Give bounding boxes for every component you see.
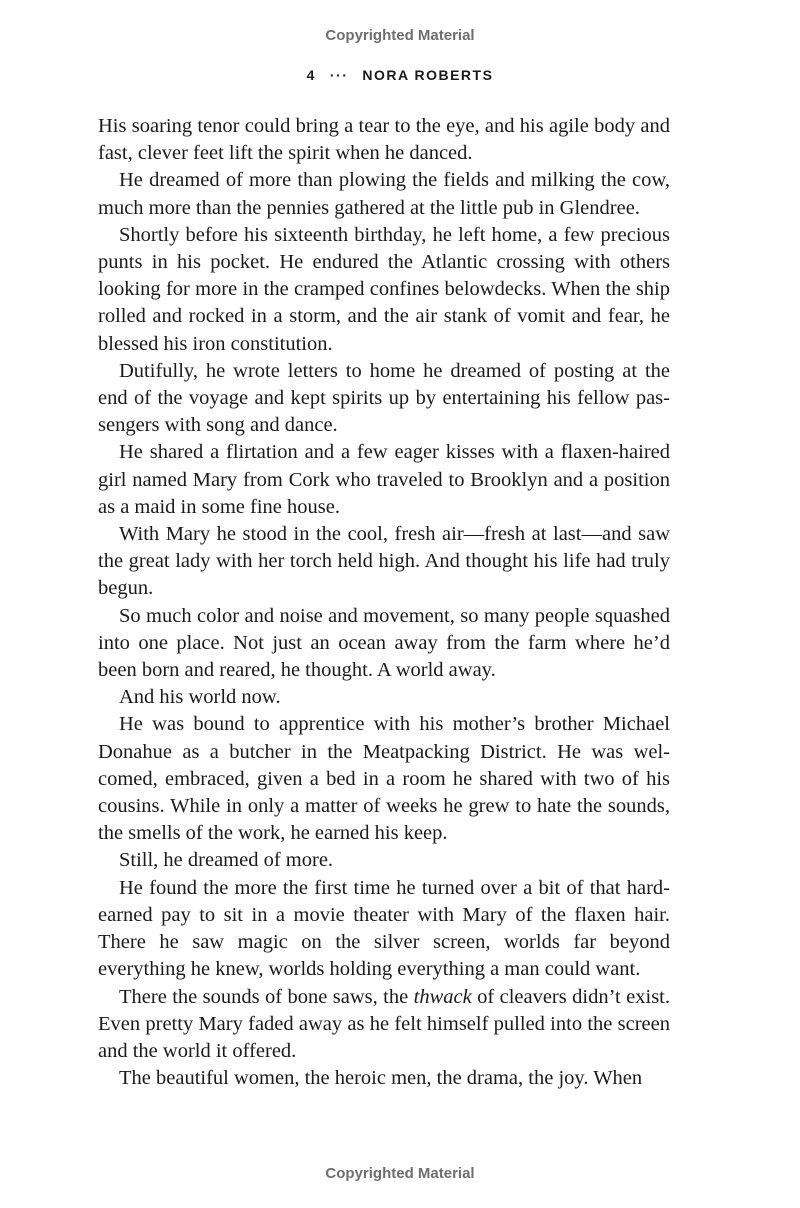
paragraph: He dreamed of more than plowing the fields and milking the cow, much more than the pennies gathered at the little pub in Glendree. bbox=[98, 169, 670, 219]
paragraph: Shortly before his sixteenth birthday, he left home, a few precious punts in his pocket. He endured the Atlantic crossing with others looking for more in the cramped confines belowdecks. When the ship rolled and rocked in a storm, and the air stank of vomit and fear, he blessed his iron constitution. bbox=[98, 223, 670, 355]
paragraph: And his world now. bbox=[119, 686, 281, 709]
paragraph-rest: of cleavers didn’t exist. Even pretty Mary faded away as he felt himself pulled into the screen and the world it offered. bbox=[98, 985, 670, 1062]
copyright-watermark-bottom: Copyrighted Material bbox=[325, 1165, 475, 1182]
header-separator: ··· bbox=[329, 67, 349, 83]
copyright-watermark-top: Copyrighted Material bbox=[325, 27, 475, 44]
emphasized-word: thwack bbox=[413, 985, 472, 1008]
paragraph: He found the more the first time he turned over a bit of that hard-earned pay to sit in a movie theater with Mary of the flaxen hair. There he saw magic on the silver screen, worlds far beyond everything he knew, worlds holding everything a man could want. bbox=[98, 876, 670, 981]
paragraph bbox=[98, 984, 670, 1066]
running-header bbox=[0, 67, 800, 83]
paragraph: Still, he dreamed of more. bbox=[119, 849, 334, 872]
page-number: 4 bbox=[306, 67, 316, 83]
paragraph: Dutifully, he wrote letters to home he dreamed of posting at the end of the voyage and kept spirits up by entertaining his fellow passengers with song and dance. bbox=[98, 359, 670, 437]
body-text bbox=[98, 113, 670, 1092]
paragraph-start: There the sounds of bone saws, the bbox=[119, 985, 409, 1008]
paragraph: The beautiful women, the heroic men, the drama, the joy. When bbox=[119, 1067, 643, 1090]
paragraph: He shared a flirtation and a few eager kisses with a flaxen-haired girl named Mary from Cork who traveled to Brooklyn and a position as a maid in some fine house. bbox=[98, 441, 670, 518]
paragraph: He was bound to apprentice with his mother’s brother Michael Donahue as a butcher in the Meatpacking District. He was welcomed, embraced, given a bed in a room he shared with two of his cousins. While in only a matter of weeks he grew to hate the sounds, the smells of the work, he earned his keep. bbox=[98, 713, 670, 845]
paragraph: His soaring tenor could bring a tear to the eye, and his agile body and fast, clever feet lift the spirit when he danced. bbox=[98, 115, 670, 165]
paragraph: So much color and noise and movement, so many people squashed into one place. Not just an ocean away from the farm where he’d been born and reared, he thought. A world away. bbox=[98, 604, 670, 682]
paragraph: With Mary he stood in the cool, fresh air—fresh at last—and saw the great lady with her torch held high. And thought his life had truly begun. bbox=[98, 523, 670, 600]
author-name: NORA ROBERTS bbox=[362, 67, 494, 83]
